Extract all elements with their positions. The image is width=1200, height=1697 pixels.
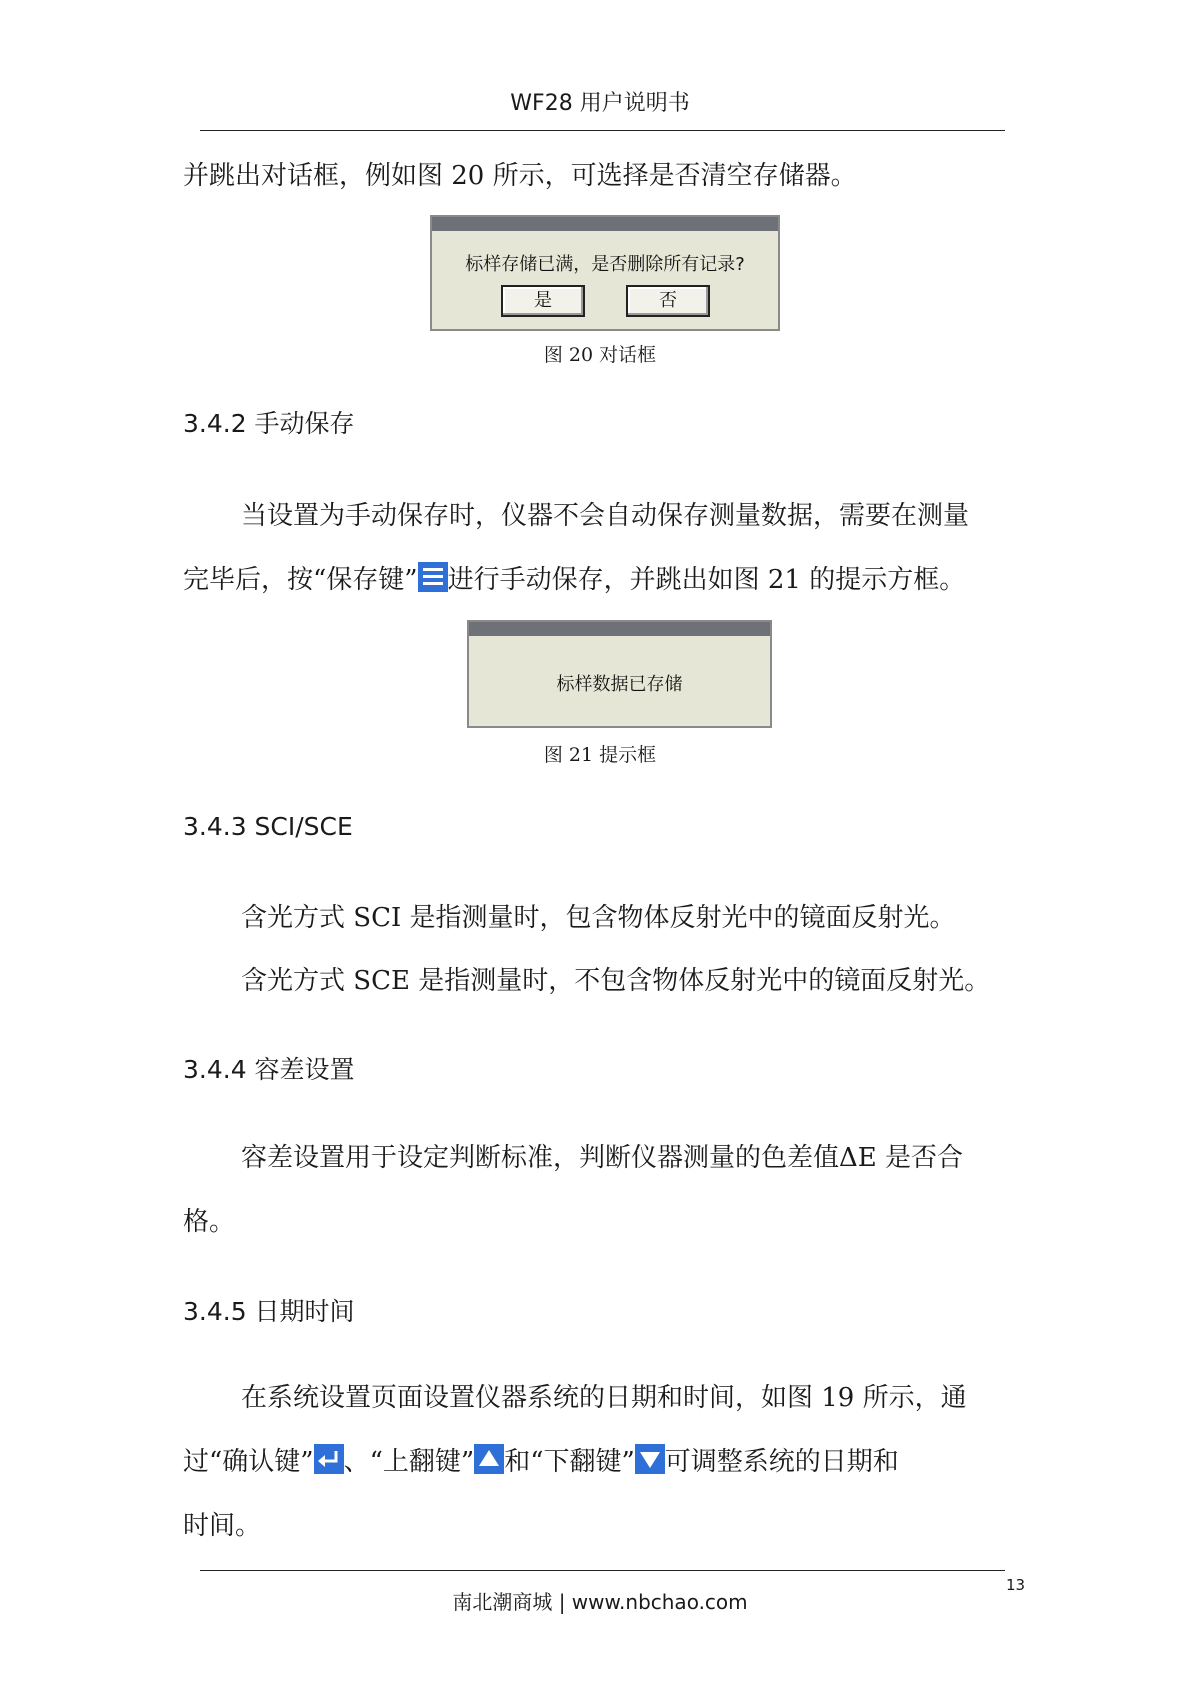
header-rule [200,130,1005,131]
section-342-line-1: 当设置为手动保存时，仪器不会自动保存测量数据，需要在测量 [241,501,970,531]
figure-21-prompt-box [467,620,772,728]
section-345-line-2-c: 和“下翻键” [504,1447,635,1477]
section-342-heading: 3.4.2 手动保存 [183,409,355,438]
section-345-line-3: 时间。 [183,1511,262,1541]
figure-20-dialog [430,215,780,331]
section-345-line-1: 在系统设置页面设置仪器系统的日期和时间，如图 19 所示，通 [241,1383,967,1413]
section-344-heading: 3.4.4 容差设置 [183,1055,355,1084]
section-342-line-2-a: 完毕后，按“保存键” [183,565,418,595]
footer-text: 南北潮商城 | www.nbchao.com [452,1590,748,1614]
section-345-heading: 3.4.5 日期时间 [183,1297,355,1326]
section-343-line-2: 含光方式 SCE 是指测量时，不包含物体反射光中的镜面反射光。 [241,966,991,996]
section-345-line-2-d: 可调整系统的日期和 [664,1447,899,1477]
dialog-message: 标样存储已满，是否删除所有记录? [465,254,745,275]
section-344-line-2: 格。 [183,1207,236,1237]
section-345-line-2-b: 、“上翻键” [343,1447,475,1477]
enter-arrow-icon [314,1444,344,1474]
section-345-line-2-a: 过“确认键” [183,1447,314,1477]
prompt-title-bar [469,622,770,636]
section-342-line-2-b: 进行手动保存，并跳出如图 21 的提示方框。 [447,565,966,595]
down-triangle-icon [635,1444,665,1474]
section-343-line-1: 含光方式 SCI 是指测量时，包含物体反射光中的镜面反射光。 [241,903,956,933]
dialog-title-bar [432,217,778,231]
yes-button[interactable]: 是 [501,285,585,317]
page-header-title: WF28 用户说明书 [510,91,690,116]
section-343-heading: 3.4.3 SCI/SCE [183,812,353,841]
figure-20-caption: 图 20 对话框 [543,344,657,366]
footer-rule [200,1570,1005,1571]
figure-21-caption: 图 21 提示框 [543,744,657,766]
prompt-message: 标样数据已存储 [556,674,683,695]
page-number: 13 [1006,1576,1026,1594]
section-345-line-2 [183,1444,899,1480]
dialog-intro-paragraph: 并跳出对话框，例如图 20 所示，可选择是否清空存储器。 [183,161,857,191]
no-button[interactable]: 否 [626,285,710,317]
up-triangle-icon [474,1444,504,1474]
section-342-line-2 [183,562,965,598]
menu-lines-icon [418,562,448,592]
section-344-line-1: 容差设置用于设定判断标准，判断仪器测量的色差值ΔE 是否合 [241,1143,964,1173]
